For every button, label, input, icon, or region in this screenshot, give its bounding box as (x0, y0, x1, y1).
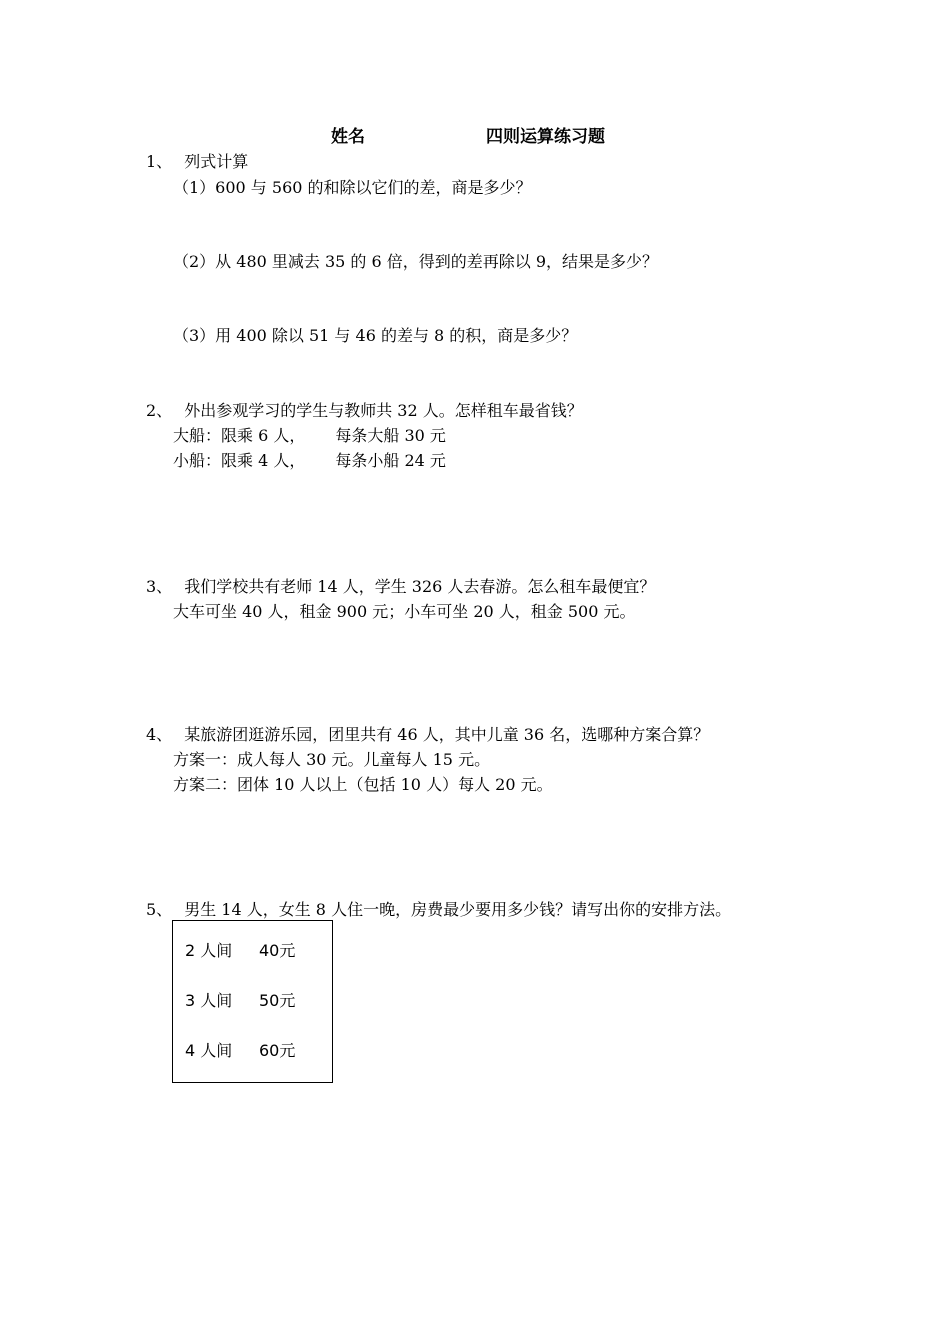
question-3 (146, 577, 655, 597)
room-type: 3 人间 (185, 991, 233, 1010)
question-number: 3、 (146, 577, 173, 596)
price-row (185, 991, 295, 1011)
price-row (185, 941, 295, 961)
question-number: 1、 (146, 152, 173, 171)
room-type: 2 人间 (185, 941, 233, 960)
question-text: 我们学校共有老师 14 人，学生 326 人去春游。怎么租车最便宜？ (184, 577, 656, 596)
small-boat-price: 每条小船 24 元 (335, 451, 446, 470)
question-text: 男生 14 人，女生 8 人住一晚，房费最少要用多少钱？请写出你的安排方法。 (184, 900, 732, 919)
question-number: 4、 (146, 725, 173, 744)
question-4 (146, 725, 709, 745)
question-5 (146, 900, 731, 920)
question-1 (146, 152, 248, 172)
small-boat-line (173, 451, 446, 471)
room-price-box (172, 920, 333, 1083)
question-1-sub-3: （3）用 400 除以 51 与 46 的差与 8 的积，商是多少？ (173, 326, 578, 345)
question-text: 列式计算 (184, 152, 249, 171)
name-label: 姓名 (331, 127, 365, 147)
big-boat-capacity: 大船：限乘 6 人， (173, 426, 306, 445)
small-boat-capacity: 小船：限乘 4 人， (173, 451, 306, 470)
question-number: 5、 (146, 900, 173, 919)
big-boat-price: 每条大船 30 元 (335, 426, 446, 445)
question-text: 外出参观学习的学生与教师共 32 人。怎样租车最省钱？ (184, 401, 583, 420)
room-price: 40元 (259, 941, 296, 960)
question-3-detail: 大车可坐 40 人，租金 900 元；小车可坐 20 人，租金 500 元。 (173, 602, 636, 621)
price-row (185, 1041, 295, 1061)
page-title: 四则运算练习题 (486, 127, 605, 147)
question-number: 2、 (146, 401, 173, 420)
big-boat-line (173, 426, 446, 446)
room-price: 60元 (259, 1041, 296, 1060)
question-text: 某旅游团逛游乐园，团里共有 46 人，其中儿童 36 名，选哪种方案合算？ (184, 725, 710, 744)
question-2 (146, 401, 583, 421)
room-price: 50元 (259, 991, 296, 1010)
plan-1: 方案一：成人每人 30 元。儿童每人 15 元。 (173, 750, 491, 769)
question-1-sub-2: （2）从 480 里减去 35 的 6 倍，得到的差再除以 9，结果是多少？ (173, 252, 659, 271)
room-type: 4 人间 (185, 1041, 233, 1060)
question-1-sub-1: （1）600 与 560 的和除以它们的差，商是多少？ (173, 178, 532, 197)
plan-2: 方案二：团体 10 人以上（包括 10 人）每人 20 元。 (173, 775, 553, 794)
